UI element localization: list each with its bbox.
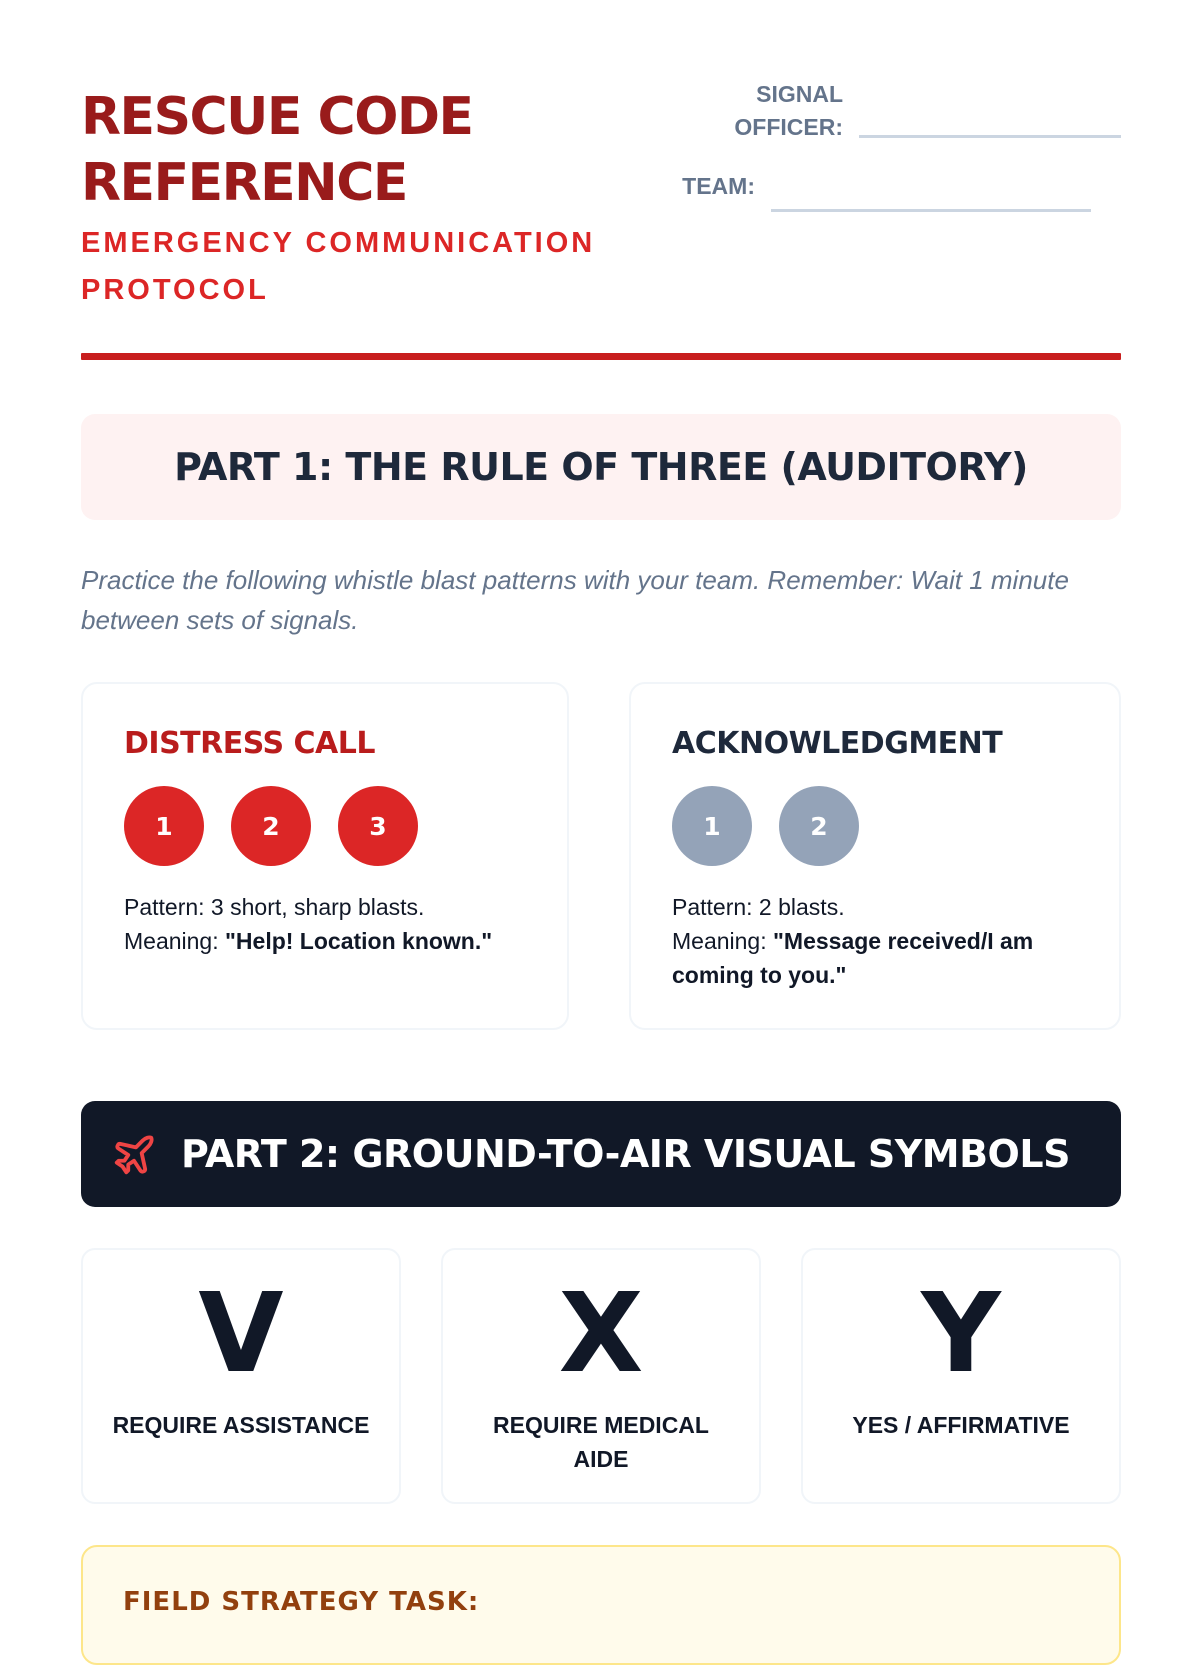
header-divider xyxy=(81,353,1121,360)
symbol-card-v xyxy=(81,1248,401,1504)
symbol-label: REQUIRE ASSISTANCE xyxy=(112,1412,370,1438)
blast-circle: 2 xyxy=(231,786,311,866)
distress-blast-pattern xyxy=(124,786,418,866)
part1-title: PART 1: THE RULE OF THREE (AUDITORY) xyxy=(174,445,1028,489)
part2-title: PART 2: GROUND-TO-AIR VISUAL SYMBOLS xyxy=(181,1132,1070,1176)
symbol-letter: V xyxy=(198,1269,284,1397)
distress-call-title: DISTRESS CALL xyxy=(124,726,376,761)
page-title xyxy=(81,84,641,216)
signal-officer-field[interactable] xyxy=(859,135,1121,138)
acknowledgment-pattern-text: Pattern: 2 blasts. xyxy=(672,894,845,920)
signal-officer-label xyxy=(661,78,843,144)
airplane-icon xyxy=(111,1132,157,1178)
blast-circle: 2 xyxy=(779,786,859,866)
page-subtitle xyxy=(81,220,661,314)
title-line-2: REFERENCE xyxy=(81,153,407,213)
distress-call-card xyxy=(81,682,569,1030)
symbol-card-x xyxy=(441,1248,761,1504)
distress-meaning-label: Meaning: xyxy=(124,928,226,954)
distress-call-description xyxy=(124,890,544,958)
field-strategy-title: FIELD STRATEGY TASK: xyxy=(123,1587,480,1617)
signal-officer-label-line-2: OFFICER: xyxy=(734,114,843,140)
acknowledgment-meaning-label: Meaning: xyxy=(672,928,774,954)
symbol-label: REQUIRE MEDICAL AIDE xyxy=(493,1412,709,1472)
team-field[interactable] xyxy=(771,209,1091,212)
symbol-letter: X xyxy=(558,1269,644,1397)
acknowledgment-description xyxy=(672,890,1092,992)
signal-officer-label-line-1: SIGNAL xyxy=(756,81,843,107)
acknowledgment-blast-pattern xyxy=(672,786,859,866)
title-line-1: RESCUE CODE xyxy=(81,87,473,147)
acknowledgment-meaning-text: "Message received/I am coming to you." xyxy=(672,928,1034,988)
part1-banner xyxy=(81,414,1121,520)
symbol-letter: Y xyxy=(921,1269,1001,1397)
symbol-card-y xyxy=(801,1248,1121,1504)
part2-banner xyxy=(81,1101,1121,1207)
team-label: TEAM: xyxy=(682,173,755,199)
distress-meaning-text: "Help! Location known." xyxy=(225,928,493,954)
acknowledgment-title: ACKNOWLEDGMENT xyxy=(672,726,1003,761)
symbol-label: YES / AFFIRMATIVE xyxy=(852,1412,1070,1438)
acknowledgment-card xyxy=(629,682,1121,1030)
blast-circle: 3 xyxy=(338,786,418,866)
header xyxy=(81,0,1121,360)
part1-instructions: Practice the following whistle blast patterns with your team. Remember: Wait 1 minute between sets of signals. xyxy=(81,565,1069,635)
reference-sheet xyxy=(81,0,1121,1617)
distress-pattern-text: Pattern: 3 short, sharp blasts. xyxy=(124,894,425,920)
blast-circle: 1 xyxy=(124,786,204,866)
subtitle-line-2: PROTOCOL xyxy=(81,274,269,306)
field-strategy-box xyxy=(81,1545,1121,1665)
blast-circle: 1 xyxy=(672,786,752,866)
subtitle-line-1: EMERGENCY COMMUNICATION xyxy=(81,227,596,259)
